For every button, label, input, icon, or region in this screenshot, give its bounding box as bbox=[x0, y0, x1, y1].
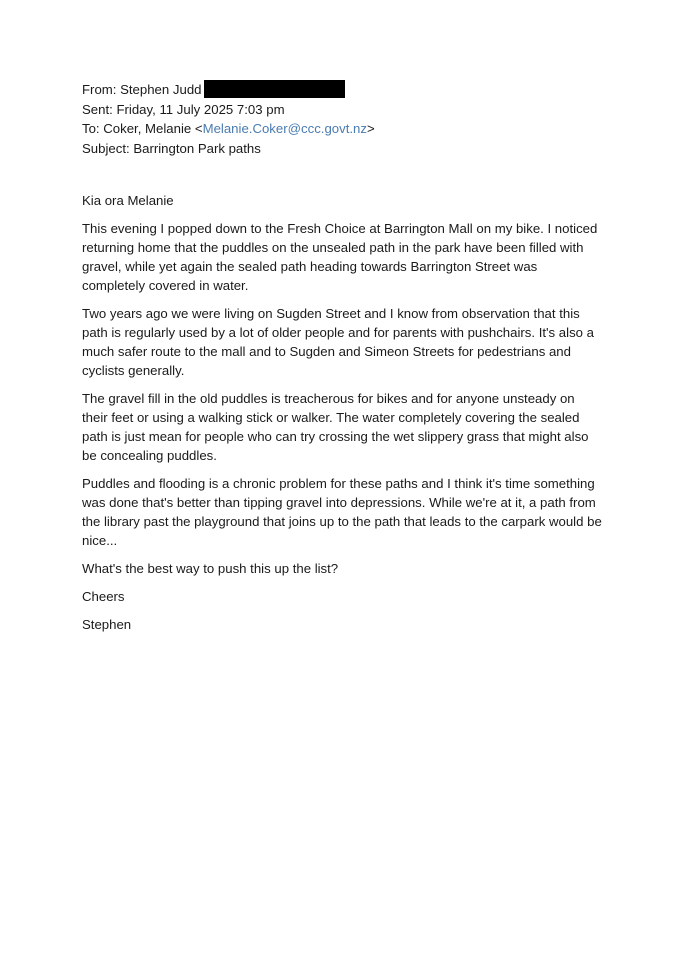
to-prefix: To: Coker, Melanie < bbox=[82, 121, 203, 136]
paragraph-3: The gravel fill in the old puddles is treacherous for bikes and for anyone unsteady on their feet or using a walking stick or walker. The water completely covering the sealed path is just mean for people who can try crossing the wet slippery grass that might also be concealing puddles. bbox=[82, 391, 589, 463]
sent-line: Sent: Friday, 11 July 2025 7:03 pm bbox=[82, 101, 285, 117]
to-line bbox=[82, 119, 602, 139]
paragraph-4: Puddles and flooding is a chronic problem for these paths and I think it's time something was done that's better than tipping gravel into depressions. While we're at it, a path from the library past the playground that joins up to the path that leads to the carpark would be nice... bbox=[82, 476, 602, 548]
paragraph-1: This evening I popped down to the Fresh Choice at Barrington Mall on my bike. I noticed returning home that the puddles on the unsealed path in the park have been filled with gravel, while yet again the sealed path heading towards Barrington Street was completely covered in water. bbox=[82, 221, 598, 293]
from-line bbox=[82, 80, 602, 100]
recipient-email-link[interactable]: Melanie.Coker@ccc.govt.nz bbox=[202, 121, 367, 136]
paragraph-question: What's the best way to push this up the list? bbox=[82, 561, 339, 576]
greeting: Kia ora Melanie bbox=[82, 193, 174, 208]
paragraph-2: Two years ago we were living on Sugden Street and I know from observation that this path is regularly used by a lot of older people and for parents with pushchairs. It's also a much safer route to the mall and to Sugden and Simeon Streets for pedestrians and cyclists generally. bbox=[82, 306, 594, 378]
email-document bbox=[82, 80, 602, 634]
to-suffix: > bbox=[366, 121, 375, 136]
redacted-email-block bbox=[204, 80, 345, 98]
email-header bbox=[82, 80, 602, 158]
subject-line: Subject: Barrington Park paths bbox=[82, 140, 261, 156]
from-label: From: Stephen Judd bbox=[82, 82, 202, 97]
signature-name: Stephen bbox=[82, 617, 132, 632]
sign-off: Cheers bbox=[82, 589, 125, 604]
